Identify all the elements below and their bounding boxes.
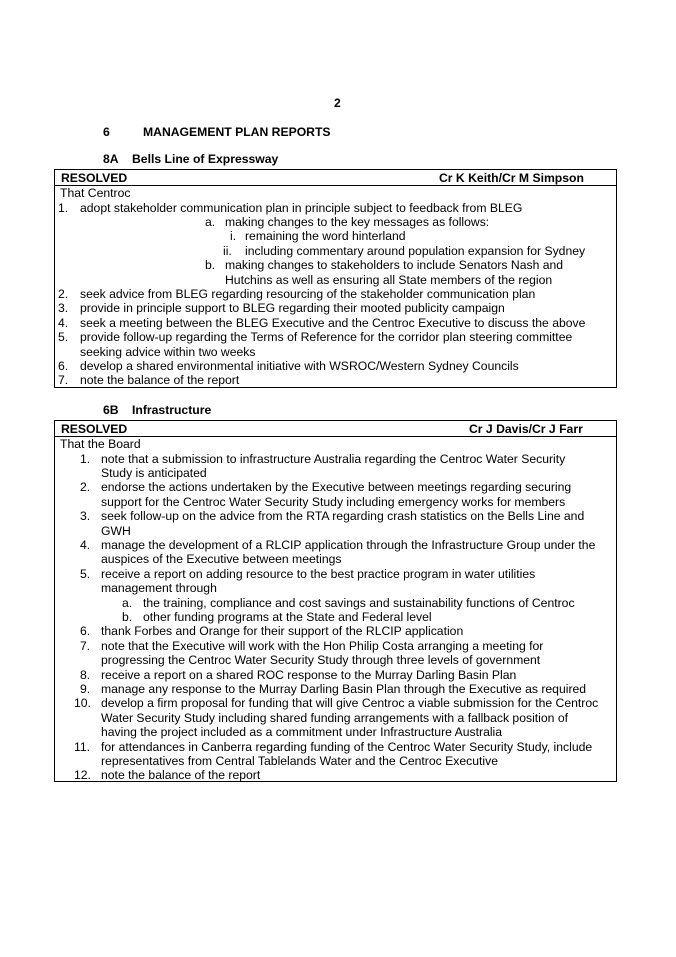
movers-label: Cr J Davis/Cr J Farr — [469, 422, 583, 436]
list-item-text: seek a meeting between the BLEG Executive and the Centroc Executive to discuss the above — [80, 315, 586, 330]
list-item-text: develop a firm proposal for funding that will give Centroc a viable submission for the Centroc — [101, 696, 599, 711]
resolved-label: RESOLVED — [61, 422, 128, 436]
list-marker: 2. — [58, 286, 69, 301]
movers-label: Cr K Keith/Cr M Simpson — [439, 171, 584, 185]
list-item-text: receive a report on adding resource to the best practice program in water utilities — [101, 566, 536, 581]
subsection-8a-title: Bells Line of Expressway — [132, 152, 279, 166]
list-item-text: seek advice from BLEG regarding resourcing of the stakeholder communication plan — [80, 286, 536, 301]
list-item-text: including commentary around population expansion for Sydney — [245, 243, 586, 258]
list-item-text: remaining the word hinterland — [245, 229, 406, 244]
list-item-text: making changes to the key messages as follows: — [225, 214, 490, 229]
list-item-text: note the balance of the report — [80, 373, 240, 388]
list-marker: 3. — [58, 301, 69, 316]
list-item-text: develop a shared environmental initiative with WSROC/Western Sydney Councils — [80, 358, 519, 373]
list-item-text: Water Security Study including shared funding arrangements with a fallback position of — [101, 710, 568, 725]
list-marker: b. — [122, 609, 133, 624]
list-marker: a. — [122, 595, 133, 610]
list-item-text: thank Forbes and Orange for their support of the RLCIP application — [101, 624, 464, 639]
list-marker: 12. — [74, 768, 91, 783]
subsection-6b-number: 6B — [103, 403, 119, 417]
list-item-text: note the balance of the report — [101, 768, 261, 783]
list-item-text: for attendances in Canberra regarding funding of the Centroc Water Security Study, include — [101, 739, 593, 754]
list-item-text: note that the Executive will work with the Hon Philip Costa arranging a meeting for — [101, 638, 544, 653]
list-marker: 2. — [80, 480, 91, 495]
list-item-text: auspices of the Executive between meetings — [101, 552, 342, 567]
list-marker: i. — [230, 229, 237, 244]
list-marker: 4. — [80, 537, 91, 552]
list-marker: 5. — [58, 330, 69, 345]
list-marker: 7. — [58, 373, 69, 388]
page-number: 2 — [334, 96, 341, 110]
list-marker: 10. — [74, 696, 91, 711]
section-number: 6 — [103, 125, 110, 139]
resolved-label: RESOLVED — [61, 171, 128, 185]
list-item-text: adopt stakeholder communication plan in principle subject to feedback from BLEG — [80, 200, 523, 215]
list-marker: b. — [205, 258, 216, 273]
resolution-header — [55, 421, 616, 437]
subsection-8a-number: 8A — [103, 152, 119, 166]
list-item-text: making changes to stakeholders to include Senators Nash and — [225, 258, 564, 273]
list-marker: 7. — [80, 638, 91, 653]
resolution-intro: That Centroc — [60, 186, 131, 200]
list-item-text: GWH — [101, 523, 131, 538]
list-item-text: progressing the Centroc Water Security Study through three levels of government — [101, 653, 541, 668]
list-marker: 1. — [80, 451, 91, 466]
list-item-text: having the project included as a commitment under Infrastructure Australia — [101, 725, 503, 740]
list-marker: 4. — [58, 315, 69, 330]
list-marker: 1. — [58, 200, 69, 215]
list-item-text: manage any response to the Murray Darling Basin Plan through the Executive as required — [101, 681, 587, 696]
list-item-text: representatives from Central Tablelands Water and the Centroc Executive — [101, 753, 498, 768]
list-marker: 11. — [74, 739, 91, 754]
list-item-text: seek follow-up on the advice from the RTA regarding crash statistics on the Bells Line and — [101, 509, 585, 524]
resolution-box-6b — [54, 420, 617, 782]
list-marker: 6. — [58, 358, 69, 373]
list-marker: a. — [205, 214, 216, 229]
list-item-text: note that a submission to infrastructure Australia regarding the Centroc Water Security — [101, 451, 566, 466]
list-marker: 5. — [80, 566, 91, 581]
list-item-text: the training, compliance and cost savings and sustainability functions of Centroc — [143, 595, 575, 610]
list-marker: 9. — [80, 681, 91, 696]
list-item-text: support for the Centroc Water Security Study including emergency works for members — [101, 494, 566, 509]
list-item-text: Hutchins as well as ensuring all State members of the region — [225, 272, 553, 287]
list-item-text: receive a report on a shared ROC response to the Murray Darling Basin Plan — [101, 667, 517, 682]
list-marker: ii. — [223, 243, 232, 258]
list-item-text: management through — [101, 581, 217, 596]
list-item-text: endorse the actions undertaken by the Executive between meetings regarding securing — [101, 480, 572, 495]
list-item-text: Study is anticipated — [101, 465, 207, 480]
subsection-6b-title: Infrastructure — [132, 403, 212, 417]
section-title: MANAGEMENT PLAN REPORTS — [143, 125, 331, 139]
resolution-intro: That the Board — [60, 437, 141, 451]
list-item-text: seeking advice within two weeks — [80, 344, 256, 359]
list-marker: 8. — [80, 667, 91, 682]
list-item-text: provide follow-up regarding the Terms of Reference for the corridor plan steering committee — [80, 330, 573, 345]
list-marker: 3. — [80, 509, 91, 524]
list-marker: 6. — [80, 624, 91, 639]
resolution-box-8a — [54, 169, 617, 388]
list-item-text: other funding programs at the State and Federal level — [143, 609, 432, 624]
resolution-header — [55, 170, 616, 186]
list-item-text: manage the development of a RLCIP application through the Infrastructure Group under the — [101, 537, 596, 552]
list-item-text: provide in principle support to BLEG regarding their mooted publicity campaign — [80, 301, 505, 316]
